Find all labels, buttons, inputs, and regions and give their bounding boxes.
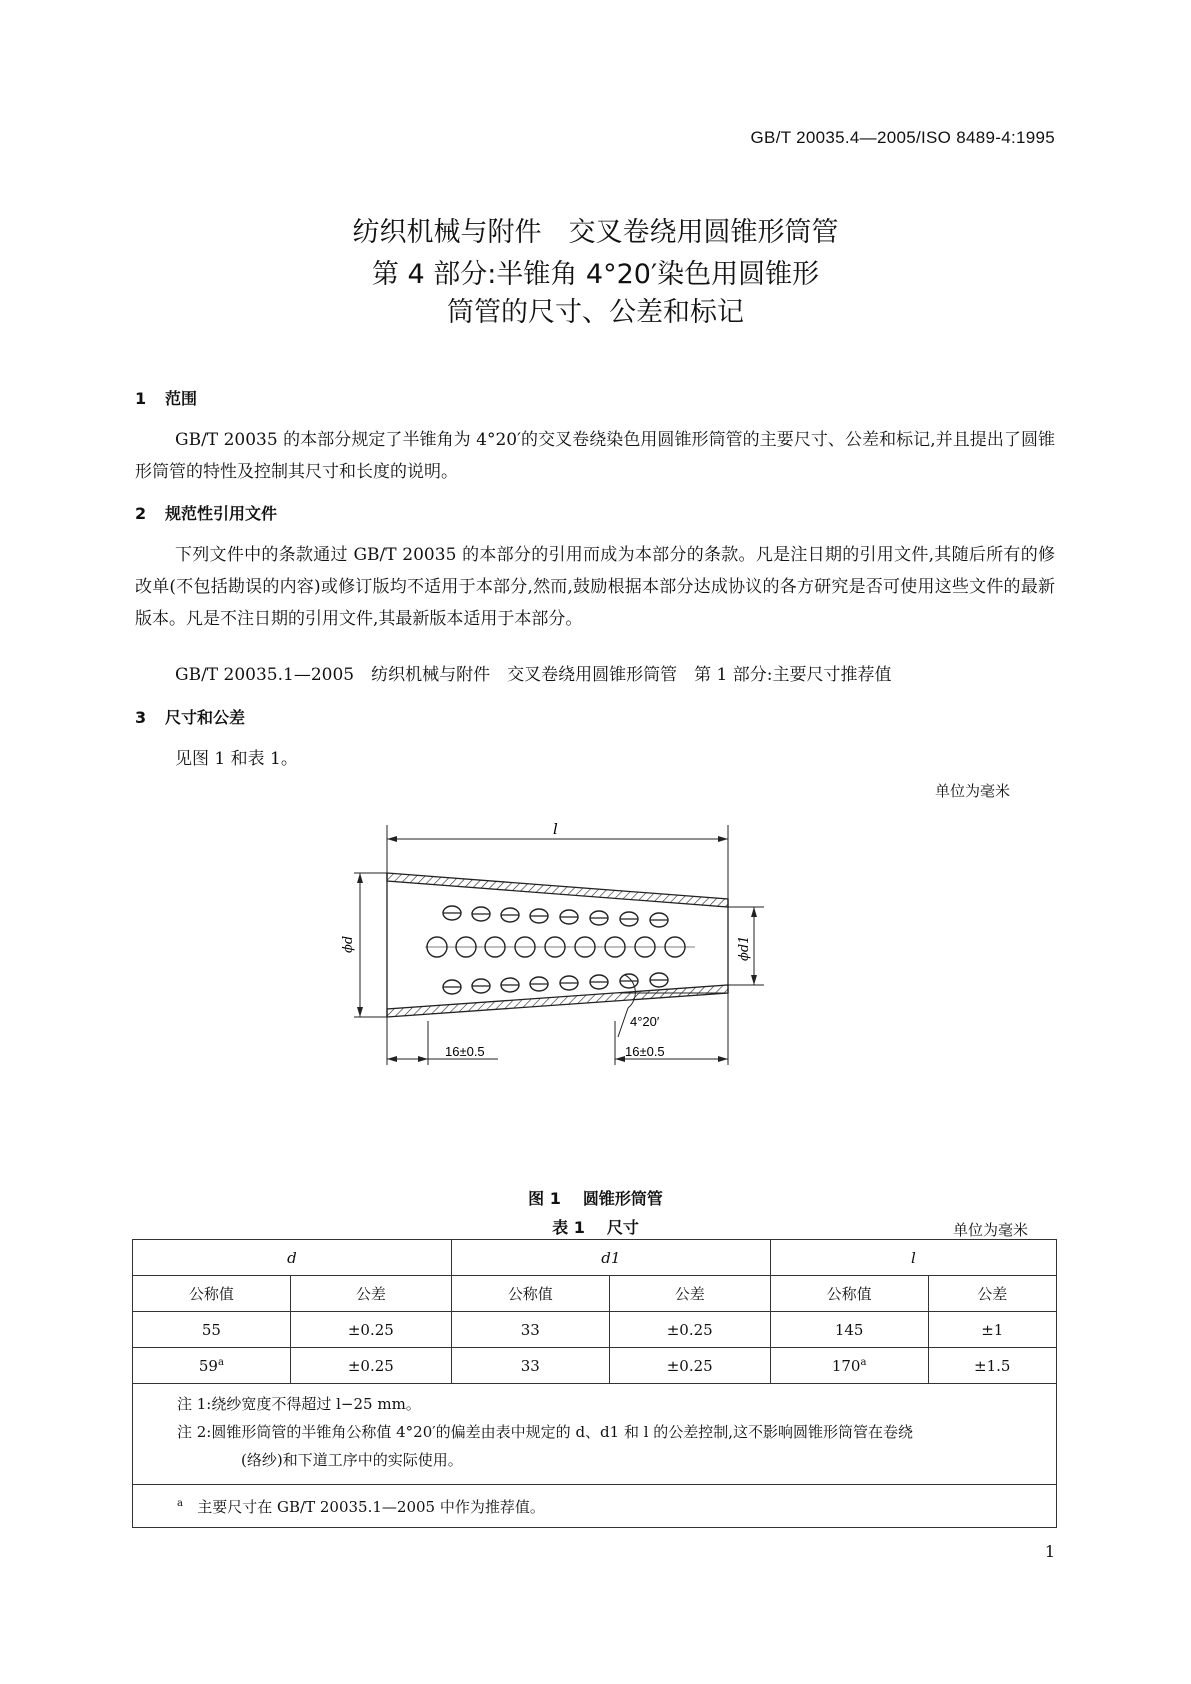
dim-right-label: 16±0.5 <box>625 1044 665 1059</box>
figure-label: 图 1 <box>528 1189 561 1208</box>
header-d: d <box>133 1240 452 1276</box>
table-cell: 33 <box>451 1312 609 1348</box>
subheader-cell: 公称值 <box>770 1276 928 1312</box>
angle-label: 4°20′ <box>630 1014 660 1029</box>
table-header-row <box>133 1240 1057 1276</box>
cell-value: 59 <box>198 1356 218 1375</box>
table-cell: ±1 <box>928 1312 1056 1348</box>
table-cell <box>770 1348 928 1384</box>
section-title: 规范性引用文件 <box>165 504 278 523</box>
table-cell: ±0.25 <box>290 1348 451 1384</box>
figure-caption <box>0 1186 1191 1209</box>
title-line-3: 筒管的尺寸、公差和标记 <box>447 297 744 328</box>
footnote-marker: a <box>177 1497 183 1509</box>
section-3-heading <box>135 705 245 728</box>
table-row <box>133 1348 1057 1384</box>
table-unit-label: 单位为毫米 <box>953 1221 1029 1239</box>
dim-length-label: l <box>553 820 558 838</box>
section-title: 范围 <box>165 389 198 408</box>
table-cell: ±1.5 <box>928 1348 1056 1384</box>
header-d1-text: d1 <box>601 1248 621 1267</box>
table-notes <box>133 1384 1057 1485</box>
section-2-heading <box>135 501 277 524</box>
subheader-cell: 公差 <box>928 1276 1056 1312</box>
page-number: 1 <box>1044 1542 1055 1561</box>
table-cell: 145 <box>770 1312 928 1348</box>
section-2-text <box>135 539 1055 635</box>
note-1: 注 1:绕纱宽度不得超过 l−25 mm。 <box>177 1395 421 1413</box>
table-cell: 33 <box>451 1348 609 1384</box>
table-cell: 55 <box>133 1312 291 1348</box>
standard-code: GB/T 20035.4—2005/ISO 8489-4:1995 <box>750 128 1055 147</box>
footnote-marker: a <box>860 1356 867 1368</box>
table-footnote-row <box>133 1485 1057 1528</box>
title-line-1: 纺织机械与附件 交叉卷绕用圆锥形筒管 <box>352 217 839 248</box>
dim-d-label: ϕd <box>341 935 356 953</box>
table-cell <box>133 1348 291 1384</box>
footnote-text: 主要尺寸在 GB/T 20035.1—2005 中作为推荐值。 <box>197 1497 545 1516</box>
section-1-text <box>135 424 1055 488</box>
paragraph: GB/T 20035 的本部分规定了半锥角为 4°20′的交叉卷绕染色用圆锥形筒管的主要尺寸、公差和标记,并且提出了圆锥形筒管的特性及控制其尺寸和长度的说明。 <box>135 430 1055 482</box>
subheader-cell: 公称值 <box>133 1276 291 1312</box>
table-cell: ±0.25 <box>609 1312 770 1348</box>
table-footnote <box>133 1485 1057 1528</box>
table-subheader-row <box>133 1276 1057 1312</box>
section-number: 3 <box>135 708 147 727</box>
table-label: 表 1 <box>552 1218 585 1237</box>
section-3-text: 见图 1 和表 1。 <box>175 749 298 769</box>
subheader-cell: 公称值 <box>451 1276 609 1312</box>
table-caption-text: 尺寸 <box>606 1218 639 1237</box>
section-title: 尺寸和公差 <box>165 708 246 727</box>
dimensions-table <box>132 1239 1057 1528</box>
table-cell: ±0.25 <box>609 1348 770 1384</box>
note-2-continued: (络纱)和下道工序中的实际使用。 <box>241 1451 463 1469</box>
header-l: l <box>770 1240 1056 1276</box>
paragraph: 下列文件中的条款通过 GB/T 20035 的本部分的引用而成为本部分的条款。凡是注日期的引用文件,其随后所有的修改单(不包括勘误的内容)或修订版均不适用于本部分,然而,鼓励根据本部分达成协议的各方研究是否可使用这些文件的最新版本。凡是不注日期的引用文件,其最新版本适用于本部分。 <box>135 545 1055 629</box>
normative-reference: GB/T 20035.1—2005 纺织机械与附件 交叉卷绕用圆锥形筒管 第 1 部分:主要尺寸推荐值 <box>175 665 892 685</box>
figure-unit-label: 单位为毫米 <box>935 782 1011 800</box>
table-row <box>133 1312 1057 1348</box>
cone-tube-drawing <box>341 815 770 1070</box>
dim-d1-label: ϕd1 <box>737 935 752 961</box>
cell-value: 170 <box>831 1356 861 1375</box>
subheader-cell: 公差 <box>290 1276 451 1312</box>
title-line-2: 第 4 部分:半锥角 4°20′染色用圆锥形 <box>371 259 820 290</box>
figure-caption-text: 圆锥形筒管 <box>582 1189 663 1208</box>
subheader-cell: 公差 <box>609 1276 770 1312</box>
dim-left-label: 16±0.5 <box>445 1044 485 1059</box>
footnote-marker: a <box>217 1356 224 1368</box>
section-number: 1 <box>135 389 147 408</box>
section-1-heading <box>135 386 197 409</box>
section-number: 2 <box>135 504 147 523</box>
header-d1 <box>451 1240 770 1276</box>
table-cell: ±0.25 <box>290 1312 451 1348</box>
note-2: 注 2:圆锥形筒管的半锥角公称值 4°20′的偏差由表中规定的 d、d1 和 l 的公差控制,这不影响圆锥形筒管在卷绕 <box>177 1423 914 1441</box>
table-notes-row <box>133 1384 1057 1485</box>
